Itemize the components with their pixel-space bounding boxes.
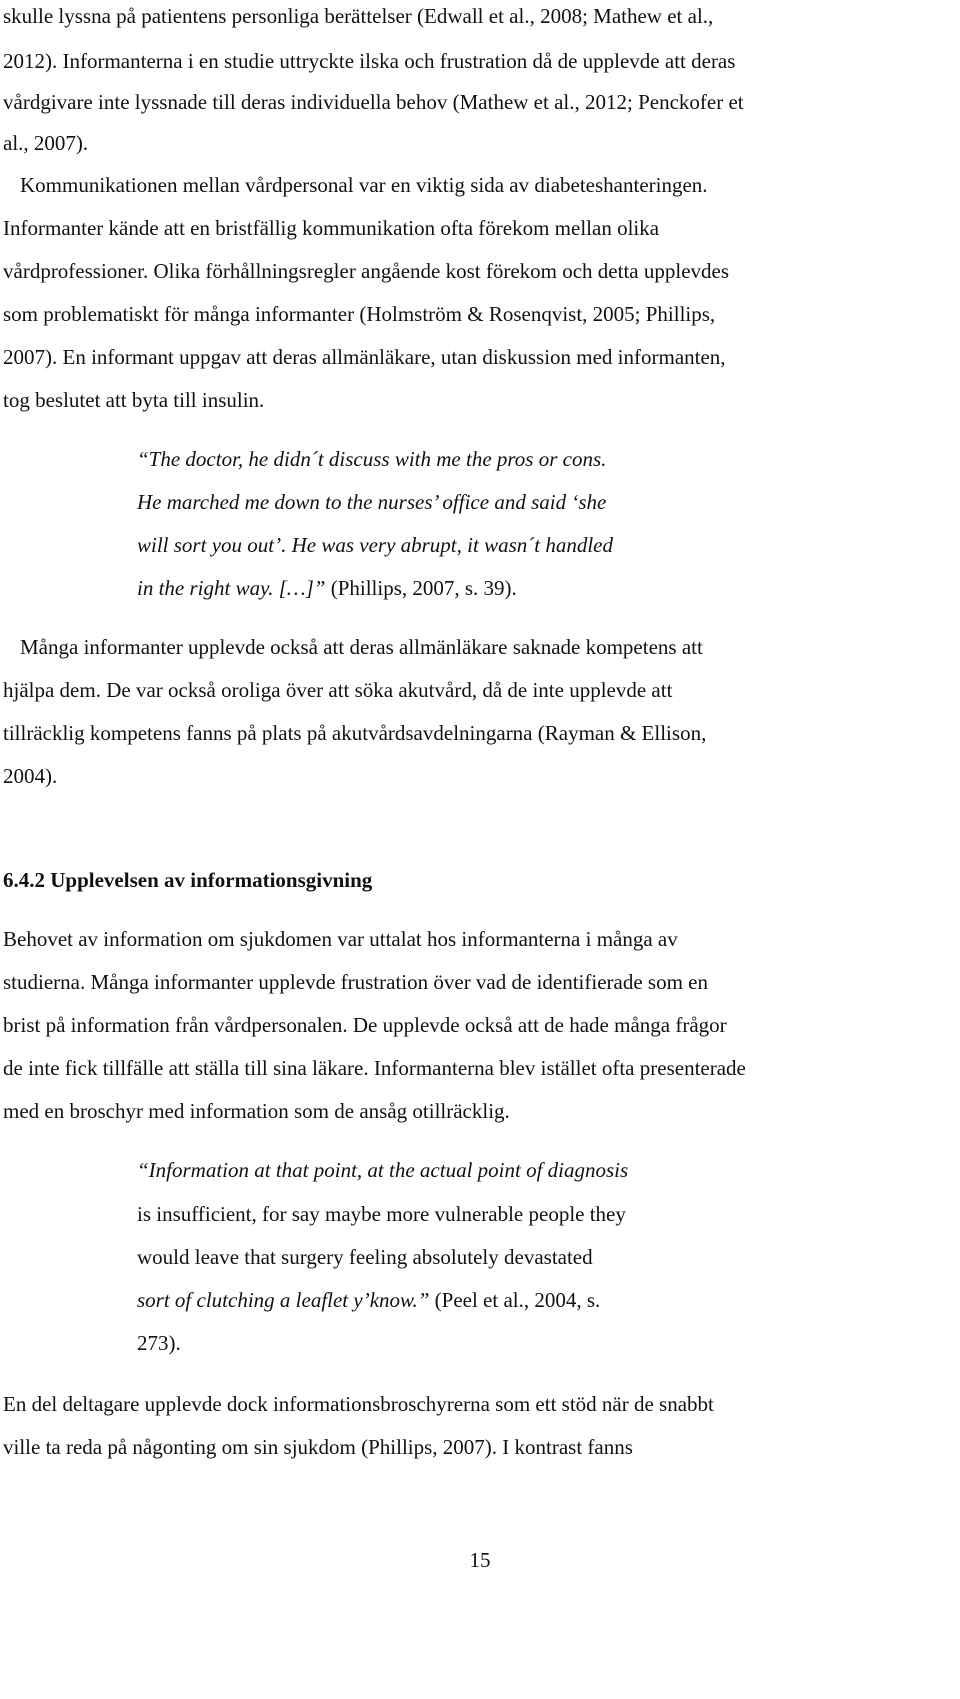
body-text-line: 2004). — [3, 764, 58, 788]
body-text-line: al., 2007). — [3, 131, 89, 155]
body-text-line: skulle lyssna på patientens personliga berättelser (Edwall et al., 2008; Mathew et al., — [3, 4, 714, 28]
body-text-line: vårdprofessioner. Olika förhållningsregler angående kost förekom och detta upplevdes — [3, 259, 730, 283]
body-text-line: ville ta reda på någonting om sin sjukdom (Phillips, 2007). I kontrast fanns — [3, 1435, 633, 1459]
block-quote-line: would leave that surgery feeling absolutely devastated — [137, 1245, 593, 1269]
body-text-line: studierna. Många informanter upplevde frustration över vad de identifierade som en — [3, 970, 709, 994]
body-text-line: En del deltagare upplevde dock informationsbroschyrerna som ett stöd när de snabbt — [3, 1392, 714, 1416]
body-text-line: som problematiskt för många informanter (Holmström & Rosenqvist, 2005; Phillips, — [3, 302, 716, 326]
block-quote-line — [137, 576, 517, 600]
citation: (Peel et al., 2004, s. — [429, 1288, 601, 1312]
body-text-line: tillräcklig kompetens fanns på plats på akutvårdsavdelningarna (Rayman & Ellison, — [3, 721, 707, 745]
body-text-line: brist på information från vårdpersonalen. De upplevde också att de hade många frågor — [3, 1013, 727, 1037]
body-text-line: tog beslutet att byta till insulin. — [3, 388, 265, 412]
body-text-line: med en broschyr med information som de ansåg otillräcklig. — [3, 1099, 510, 1123]
block-quote-line: “The doctor, he didn´t discuss with me the pros or cons. — [137, 447, 607, 471]
block-quote-line: 273). — [137, 1331, 181, 1355]
body-text-line: 2007). En informant uppgav att deras allmänläkare, utan diskussion med informanten, — [3, 345, 726, 369]
block-quote-line — [137, 1288, 600, 1312]
body-text-line: hjälpa dem. De var också oroliga över att söka akutvård, då de inte upplevde att — [3, 678, 673, 702]
body-text-line: de inte fick tillfälle att ställa till sina läkare. Informanterna blev istället ofta presenterade — [3, 1056, 746, 1080]
body-text-line: vårdgivare inte lyssnade till deras individuella behov (Mathew et al., 2012; Penckofer et — [3, 90, 744, 114]
page-number: 15 — [469, 1548, 491, 1572]
section-heading: 6.4.2 Upplevelsen av informationsgivning — [3, 868, 373, 892]
body-text-line: 2012). Informanterna i en studie uttryckte ilska och frustration då de upplevde att deras — [3, 49, 736, 73]
citation: (Phillips, 2007, s. 39). — [325, 576, 517, 600]
quote-text: in the right way. […]” — [137, 576, 326, 600]
block-quote-line: “Information at that point, at the actual point of diagnosis — [137, 1158, 629, 1182]
body-text-line: Behovet av information om sjukdomen var uttalat hos informanterna i många av — [3, 927, 678, 951]
body-text-line: Informanter kände att en bristfällig kommunikation ofta förekom mellan olika — [3, 216, 660, 240]
quote-text: sort of clutching a leaflet y’know.” — [137, 1288, 430, 1312]
block-quote-line: He marched me down to the nurses’ office and said ‘she — [137, 490, 607, 514]
body-text-line: Många informanter upplevde också att deras allmänläkare saknade kompetens att — [20, 635, 703, 659]
body-text-line: Kommunikationen mellan vårdpersonal var en viktig sida av diabeteshanteringen. — [20, 173, 708, 197]
block-quote-line: is insufficient, for say maybe more vulnerable people they — [137, 1202, 626, 1226]
block-quote-line: will sort you out’. He was very abrupt, it wasn´t handled — [137, 533, 613, 557]
